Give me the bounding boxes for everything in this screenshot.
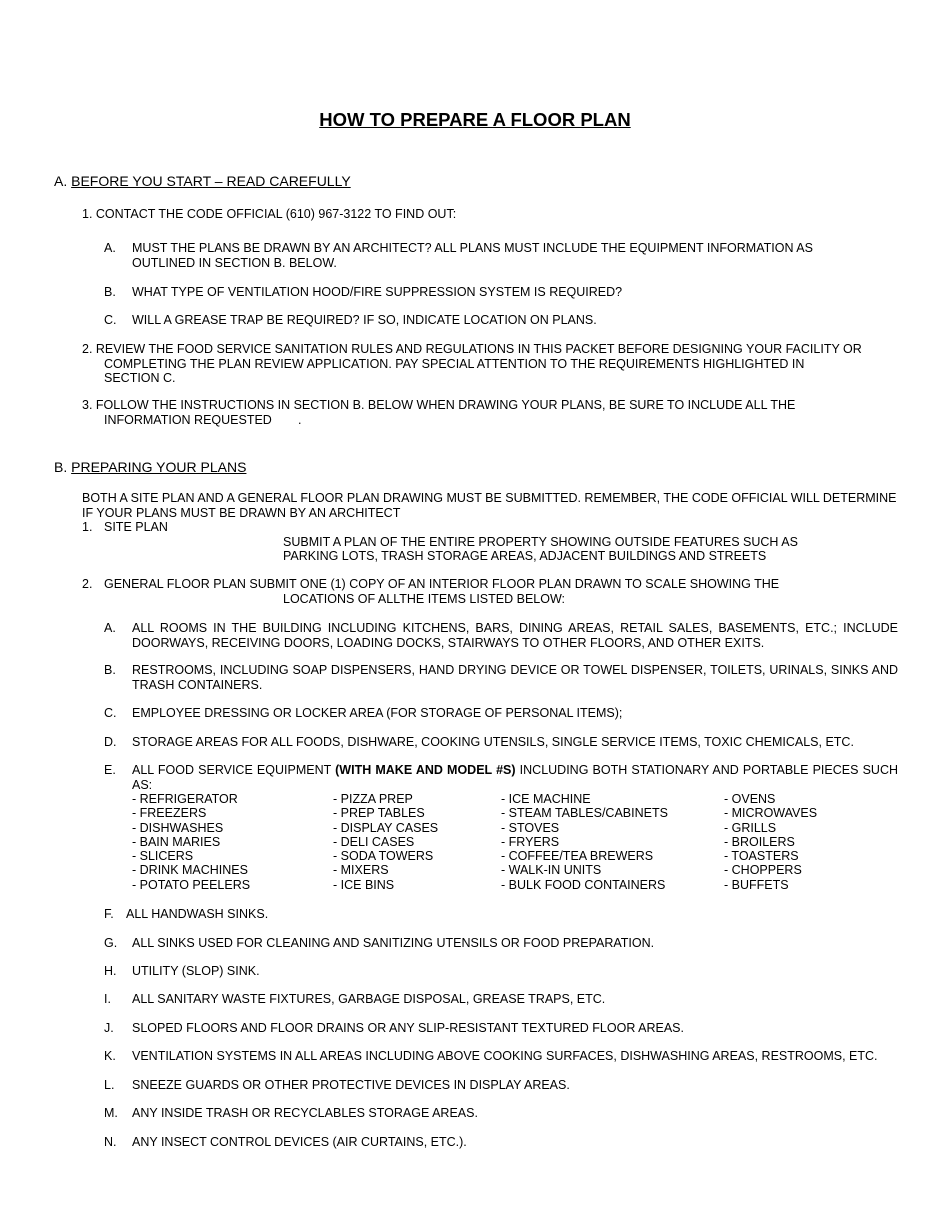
list-item-label: K.	[104, 1049, 116, 1063]
equipment-entry: - DRINK MACHINES	[132, 863, 248, 878]
site-plan-desc: SUBMIT A PLAN OF THE ENTIRE PROPERTY SHOWING OUTSIDE FEATURES SUCH AS	[283, 535, 798, 549]
list-item-text: SLOPED FLOORS AND FLOOR DRAINS OR ANY SLIP-RESISTANT TEXTURED FLOOR AREAS.	[132, 1021, 684, 1035]
list-item-text: RESTROOMS, INCLUDING SOAP DISPENSERS, HAND DRYING DEVICE OR TOWEL DISPENSER, TOILETS, URINALS, SINKS AND TRASH CONTAINERS.	[132, 663, 898, 692]
section-a-sub-label: B.	[104, 285, 116, 299]
section-a-sub-label: A.	[104, 241, 116, 255]
equipment-entry: - DISPLAY CASES	[333, 820, 439, 835]
list-item-text: UTILITY (SLOP) SINK.	[132, 964, 260, 978]
equipment-entry: - STOVES	[501, 820, 560, 835]
list-item-label: F.	[104, 907, 114, 921]
section-a-item-3-cont: INFORMATION REQUESTED	[104, 413, 272, 427]
equipment-entry: - OVENS	[724, 792, 776, 806]
section-a-sub-text: MUST THE PLANS BE DRAWN BY AN ARCHITECT? ALL PLANS MUST INCLUDE THE EQUIPMENT INFORMATION AS	[132, 241, 813, 255]
section-b-intro: IF YOUR PLANS MUST BE DRAWN BY AN ARCHITECT	[82, 506, 401, 520]
list-item-label: C.	[104, 706, 117, 720]
page-title: HOW TO PREPARE A FLOOR PLAN	[319, 109, 631, 130]
list-item-label: B.	[104, 663, 116, 677]
list-item-text: VENTILATION SYSTEMS IN ALL AREAS INCLUDING ABOVE COOKING SURFACES, DISHWASHING AREAS, RESTROOMS, ETC.	[132, 1049, 878, 1063]
site-plan-desc: PARKING LOTS, TRASH STORAGE AREAS, ADJACENT BUILDINGS AND STREETS	[283, 549, 767, 563]
equipment-entry: - TOASTERS	[724, 849, 799, 864]
equipment-entry: - SLICERS	[132, 849, 194, 864]
equipment-column-2	[333, 792, 438, 892]
section-a-item-3: 3. FOLLOW THE INSTRUCTIONS IN SECTION B. BELOW WHEN DRAWING YOUR PLANS, BE SURE TO INCLUDE ALL THE	[82, 398, 796, 412]
section-a-item-2-cont: COMPLETING THE PLAN REVIEW APPLICATION. PAY SPECIAL ATTENTION TO THE REQUIREMENTS HIGHLIGHTED IN	[104, 357, 805, 371]
equipment-entry: - POTATO PEELERS	[132, 877, 251, 892]
list-item-text: ANY INSECT CONTROL DEVICES (AIR CURTAINS, ETC.).	[132, 1135, 467, 1149]
equipment-entry: - BUFFETS	[724, 877, 789, 892]
equipment-entry: - BULK FOOD CONTAINERS	[501, 877, 666, 892]
equipment-entry: - FREEZERS	[132, 806, 207, 821]
site-plan-label: SITE PLAN	[104, 520, 168, 534]
equipment-entry: - WALK-IN UNITS	[501, 863, 602, 878]
list-item-text: ALL SANITARY WASTE FIXTURES, GARBAGE DISPOSAL, GREASE TRAPS, ETC.	[132, 992, 606, 1006]
equipment-entry: - MIXERS	[333, 863, 389, 878]
list-item-label: N.	[104, 1135, 117, 1149]
section-b-title: PREPARING YOUR PLANS	[71, 459, 247, 475]
equipment-entry: - STEAM TABLES/CABINETS	[501, 806, 668, 821]
list-item-label: A.	[104, 621, 116, 635]
equipment-entry: - DELI CASES	[333, 834, 415, 849]
section-a-letter: A.	[54, 173, 68, 189]
section-a-item-1: 1. CONTACT THE CODE OFFICIAL (610) 967-3122 TO FIND OUT:	[82, 207, 457, 221]
section-a-sub-label: C.	[104, 313, 117, 327]
section-b-intro: BOTH A SITE PLAN AND A GENERAL FLOOR PLAN DRAWING MUST BE SUBMITTED. REMEMBER, THE CODE OFFICIAL WILL DETERMINE	[82, 491, 897, 505]
equipment-entry: - PREP TABLES	[333, 806, 425, 821]
equipment-entry: - BAIN MARIES	[132, 834, 221, 849]
section-a-item-2-cont: SECTION C.	[104, 371, 176, 385]
equipment-column-4	[724, 792, 817, 892]
equipment-text-pre: ALL FOOD SERVICE EQUIPMENT	[132, 763, 336, 777]
list-item-label: L.	[104, 1078, 115, 1092]
general-plan-text: LOCATIONS OF ALLTHE ITEMS LISTED BELOW:	[283, 592, 566, 606]
list-item-text: SNEEZE GUARDS OR OTHER PROTECTIVE DEVICES IN DISPLAY AREAS.	[132, 1078, 570, 1092]
equipment-text-post: INCLUDING BOTH STATIONARY AND PORTABLE PIECES SUCH AS:	[132, 763, 898, 792]
list-item-label: G.	[104, 936, 118, 950]
list-item-label: M.	[104, 1106, 118, 1120]
site-plan-number: 1.	[82, 520, 93, 534]
section-a-title: BEFORE YOU START – READ CAREFULLY	[71, 173, 351, 189]
section-a-heading	[54, 173, 351, 190]
equipment-entry: - FRYERS	[501, 834, 560, 849]
equipment-text-bold: (WITH MAKE AND MODEL #S)	[335, 763, 516, 777]
list-item-text: ALL HANDWASH SINKS.	[126, 907, 269, 921]
list-item-text: EMPLOYEE DRESSING OR LOCKER AREA (FOR STORAGE OF PERSONAL ITEMS);	[132, 706, 623, 720]
equipment-column-3	[501, 792, 668, 892]
equipment-entry: - DISHWASHES	[132, 820, 224, 835]
list-item-text: ANY INSIDE TRASH OR RECYCLABLES STORAGE AREAS.	[132, 1106, 478, 1120]
section-a-sub-text: OUTLINED IN SECTION B. BELOW.	[132, 256, 337, 270]
general-plan-text: GENERAL FLOOR PLAN SUBMIT ONE (1) COPY OF AN INTERIOR FLOOR PLAN DRAWN TO SCALE SHOWING THE	[104, 577, 780, 591]
list-item-text: ALL SINKS USED FOR CLEANING AND SANITIZING UTENSILS OR FOOD PREPARATION.	[132, 936, 655, 950]
list-item-label: I.	[104, 992, 111, 1006]
section-b-letter: B.	[54, 459, 68, 475]
equipment-entry: - ICE BINS	[333, 877, 395, 892]
list-item-label: J.	[104, 1021, 114, 1035]
equipment-entry: - MICROWAVES	[724, 806, 818, 821]
section-a-sub-text: WHAT TYPE OF VENTILATION HOOD/FIRE SUPPRESSION SYSTEM IS REQUIRED?	[132, 285, 623, 299]
section-a-sub-text: WILL A GREASE TRAP BE REQUIRED? IF SO, INDICATE LOCATION ON PLANS.	[132, 313, 597, 327]
equipment-entry: - CHOPPERS	[724, 863, 802, 878]
equipment-entry: - COFFEE/TEA BREWERS	[501, 849, 654, 864]
section-a-item-2: 2. REVIEW THE FOOD SERVICE SANITATION RULES AND REGULATIONS IN THIS PACKET BEFORE DESIGNING YOUR FACILITY OR	[82, 342, 862, 356]
equipment-entry: - PIZZA PREP	[333, 792, 413, 806]
equipment-item-text	[132, 763, 898, 792]
list-item-text: ALL ROOMS IN THE BUILDING INCLUDING KITCHENS, BARS, DINING AREAS, RETAIL SALES, BASEMENTS, ETC.; INCLUDE DOORWAYS, RECEIVING DOORS, LOADING DOCKS, STAIRWAYS TO OTHER FLOORS, AND OTHER EXITS.	[132, 621, 898, 650]
section-b-heading	[54, 459, 246, 476]
equipment-column-1	[132, 792, 250, 892]
section-a-item-3-period: .	[298, 413, 302, 427]
list-item-label: D.	[104, 735, 117, 749]
equipment-entry: - ICE MACHINE	[501, 792, 591, 806]
equipment-entry: - SODA TOWERS	[333, 849, 434, 864]
general-plan-number: 2.	[82, 577, 93, 591]
equipment-entry: - BROILERS	[724, 834, 795, 849]
list-item-label: H.	[104, 964, 117, 978]
equipment-entry: - GRILLS	[724, 820, 777, 835]
equipment-entry: - REFRIGERATOR	[132, 792, 238, 806]
list-item-text: STORAGE AREAS FOR ALL FOODS, DISHWARE, COOKING UTENSILS, SINGLE SERVICE ITEMS, TOXIC CHEMICALS, ETC.	[132, 735, 854, 749]
list-item-label: E.	[104, 763, 116, 777]
